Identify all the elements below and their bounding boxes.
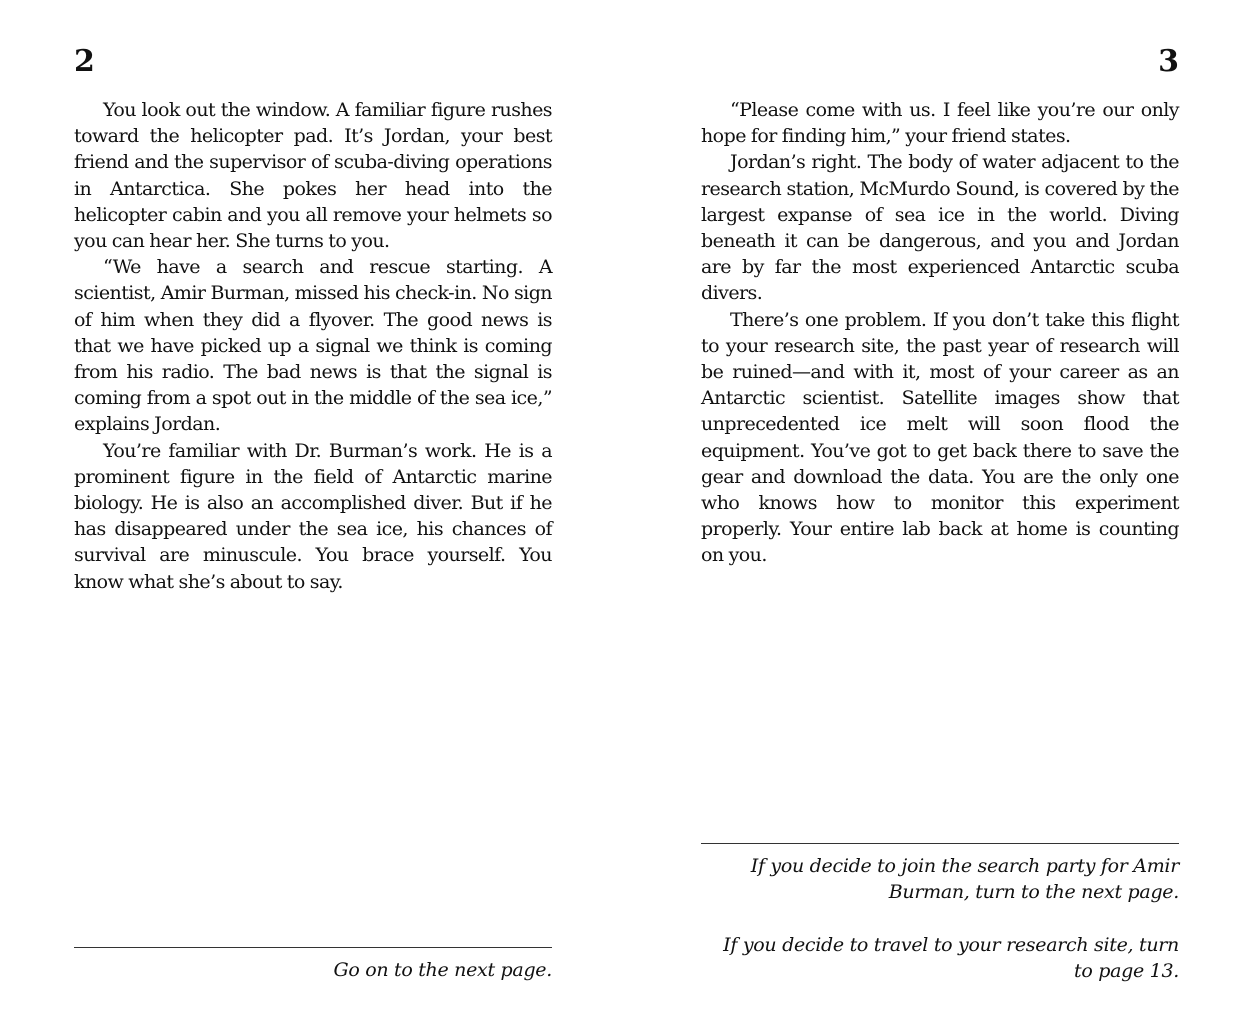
paragraph: “We have a search and rescue starting. A scientist, Amir Burman, missed his check-in. No sign of him when they did a flyover. The good news is that we have picked up a signal we think is coming from his radio. The bad news is that the signal is coming from a spot out in the middle of the sea ice,” explains Jordan. (74, 256, 552, 436)
paragraph: You look out the window. A familiar figure rushes toward the helicopter pad. It’s Jordan, your best friend and the supervisor of scuba-diving operations in Antarctica. She pokes her head into the helicopter cabin and you all remove your helmets so you can hear her. She turns to you. (74, 99, 552, 253)
footer-divider (74, 947, 552, 948)
body-text (74, 97, 552, 595)
paragraph: There’s one problem. If you don’t take this flight to your research site, the past year of research will be ruined—and with it, most of your career as an Antarctic scientist. Satellite images show that unprecedented ice melt will soon flood the equipment. You’ve got to get back there to save the gear and download the data. You are the only one who knows how to monitor this experiment properly. Your entire lab back at home is counting on you. (701, 308, 1179, 567)
left-page (74, 0, 552, 1027)
paragraph: Jordan’s right. The body of water adjacent to the research station, McMurdo Sound, is covered by the largest expanse of sea ice in the world. Diving beneath it can be dangerous, and you and Jordan are by far the most experienced Antarctic scuba divers. (701, 151, 1179, 305)
body-text (701, 97, 1179, 569)
choices-divider (701, 843, 1179, 844)
choice-join-search: If you decide to join the search party for Amir Burman, turn to the next page. (750, 855, 1179, 904)
continue-instruction: Go on to the next page. (333, 959, 552, 981)
choice-research-site: If you decide to travel to your research site, turn to page 13. (723, 934, 1179, 983)
page-number: 3 (1158, 44, 1179, 79)
page-number: 2 (74, 44, 95, 79)
right-page (701, 0, 1179, 1027)
paragraph: You’re familiar with Dr. Burman’s work. He is a prominent figure in the field of Antarctic marine biology. He is also an accomplished diver. But if he has disappeared under the sea ice, his chances of survival are minuscule. You brace yourself. You know what she’s about to say. (74, 439, 552, 593)
paragraph: “Please come with us. I feel like you’re our only hope for finding him,” your friend states. (701, 99, 1179, 148)
